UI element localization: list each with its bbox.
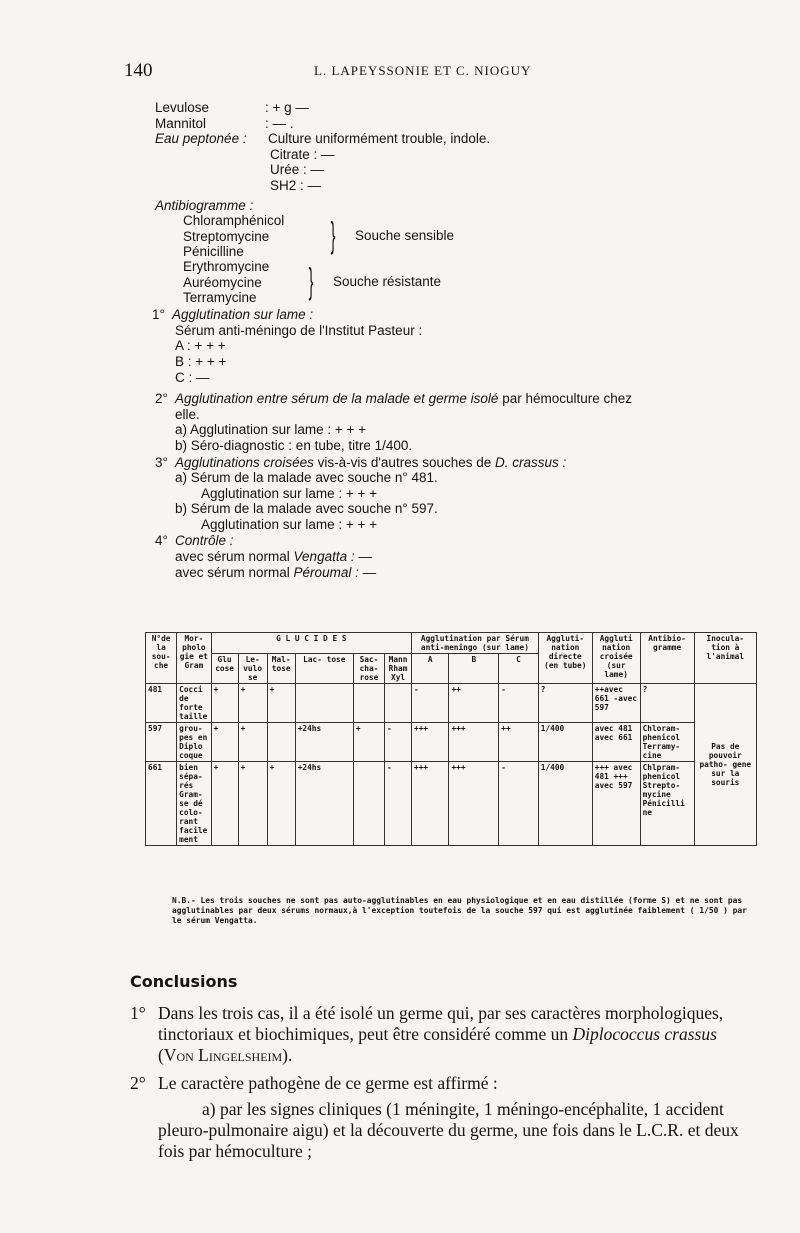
header-sugar: Sac- cha- rose <box>353 654 384 684</box>
cell-agg: +++ <box>449 762 499 846</box>
cell-agg: - <box>499 684 538 723</box>
drug-name: Terramycine <box>183 290 257 306</box>
control-text: avec sérum normal <box>175 564 294 580</box>
sensible-label: Souche sensible <box>355 228 455 244</box>
cell-agg: +++ <box>412 723 449 762</box>
header-agglut-directe: Aggluti- nation directe (en tube) <box>538 633 592 684</box>
drug-name: Streptomycine <box>183 228 270 244</box>
cell-souche: 481 <box>146 684 177 723</box>
cell-agg: +++ <box>449 723 499 762</box>
drug-name: Pénicilline <box>183 244 244 260</box>
table-row <box>146 762 757 846</box>
header-agglut-croisee: Aggluti nation croisée (sur lame) <box>592 633 640 684</box>
sugar-row <box>155 116 755 132</box>
species-name: D. crassus : <box>495 454 567 470</box>
section-3-title <box>155 455 755 471</box>
header-serum: A <box>412 654 449 684</box>
resistante-group <box>155 259 755 305</box>
section-title-rest: vis-à-vis d'autres souches de <box>313 454 495 470</box>
table-row <box>146 684 757 723</box>
header-sugar: Le- vulo se <box>238 654 267 684</box>
cell-sugar: + <box>211 762 238 846</box>
section-title: Agglutination entre sérum de la malade et germe isolé <box>175 391 499 407</box>
brace-symbol: } <box>330 214 336 256</box>
header-serum: B <box>449 654 499 684</box>
peptone-item <box>155 147 755 163</box>
cell-sugar: + <box>353 723 384 762</box>
conclusion-text: Dans les trois cas, il a été isolé un germe qui, par ses caractères morphologiques, tinctoriaux et biochimiques, peut être considéré comme un <box>158 1003 724 1044</box>
page-header <box>124 60 740 82</box>
page-number: 140 <box>124 60 153 81</box>
section-4-title <box>155 533 755 549</box>
serum-name: Péroumal : <box>293 564 359 580</box>
control-text: avec sérum normal <box>175 549 294 565</box>
drug-name: Chloramphénicol <box>183 213 285 229</box>
header-souche: N°de la sou- che <box>146 633 177 684</box>
section-1-line: Sérum anti-méningo de l'Institut Pasteur : <box>175 322 423 338</box>
section-title-rest: par hémoculture chez <box>498 391 633 407</box>
section-2-line: elle. <box>175 406 200 422</box>
section-number: 4° <box>155 533 168 549</box>
cell-morpho: Cocci de forte taille <box>177 684 211 723</box>
cell-agg: ++ <box>499 723 538 762</box>
cell-sugar: + <box>267 762 295 846</box>
section-3-item: a) Sérum de la malade avec souche n° 481. <box>175 470 438 486</box>
cell-croisee: avec 481 avec 661 <box>592 723 640 762</box>
cell-morpho: bien sépa- rés Gram- se dé colo- rant facile ment <box>177 762 211 846</box>
antibiogramme-title: Antibiogramme : <box>155 197 254 213</box>
header-agglutination: Agglutination par Sérum anti-meningo (sur lame) <box>412 633 539 654</box>
header-antibiogramme: Antibio- gramme <box>640 633 694 684</box>
cell-directe: 1/400 <box>538 762 592 846</box>
cell-croisee: ++avec 661 -avec 597 <box>592 684 640 723</box>
cell-sugar <box>385 684 412 723</box>
agglut-item: C : — <box>175 369 210 385</box>
conclusion-number: 1° <box>130 1003 146 1023</box>
cell-sugar: + <box>238 723 267 762</box>
cell-sugar <box>295 684 353 723</box>
section-3-item: b) Sérum de la malade avec souche n° 597. <box>175 501 438 517</box>
cell-agg: ++ <box>449 684 499 723</box>
control-result: — <box>354 549 372 565</box>
peptone-item-text: Citrate : — <box>270 146 335 162</box>
peptone-item <box>155 162 755 178</box>
section-number: 2° <box>155 391 168 407</box>
header-serum: C <box>499 654 538 684</box>
control-result: — <box>358 564 377 580</box>
header-morphologie: Mor- pholo gie et Gram <box>177 633 211 684</box>
cell-sugar: + <box>238 762 267 846</box>
cell-sugar: - <box>385 762 412 846</box>
cell-agg: - <box>499 762 538 846</box>
cell-sugar: + <box>211 723 238 762</box>
peptone-item-text: SH2 : — <box>270 177 322 193</box>
conclusion-2a: a) par les signes cliniques (1 méningite, 1 méningo-encéphalite, 1 accident pleuro-pulmonaire aigu) et la découverte du germe, une fois dans le L.C.R. et deux fois par hémoculture ; <box>158 1099 739 1161</box>
peptone-item-text: Urée : — <box>270 162 325 178</box>
table-row <box>146 723 757 762</box>
header-sugar: Mann Rham Xyl <box>385 654 412 684</box>
cell-agg: - <box>412 684 449 723</box>
cell-sugar <box>267 723 295 762</box>
peptone-item <box>155 178 755 194</box>
cell-croisee: +++ avec 481 +++ avec 597 <box>592 762 640 846</box>
section-title: Contrôle : <box>175 533 234 549</box>
cell-morpho: grou- pes en Diplo coque <box>177 723 211 762</box>
cell-inoculation: Pas de pouvoir patho- gene sur la souris <box>694 684 756 846</box>
running-title: L. LAPEYSSONIE ET C. NIOGUY <box>314 63 532 78</box>
section-2-title <box>155 391 755 407</box>
sugar-result: : + g — <box>265 100 309 115</box>
section-3-item: Agglutination sur lame : + + + <box>201 516 377 532</box>
cell-directe: ? <box>538 684 592 723</box>
section-number: 1° <box>152 307 165 323</box>
brace-symbol: } <box>308 260 314 302</box>
cell-sugar: +24hs <box>295 723 353 762</box>
control-item <box>155 549 755 565</box>
section-2-item: a) Agglutination sur lame : + + + <box>175 422 366 438</box>
header-sugar: Mal- tose <box>267 654 295 684</box>
eau-peptonee-row <box>155 131 755 147</box>
drug-name: Erythromycine <box>183 259 270 275</box>
header-glucides: G L U C I D E S <box>211 633 411 654</box>
eau-peptonee-label: Eau peptonée : <box>155 131 247 147</box>
cell-sugar: +24hs <box>295 762 353 846</box>
section-1-title <box>152 307 755 323</box>
conclusion-2 <box>130 1073 755 1162</box>
cell-directe: 1/400 <box>538 723 592 762</box>
section-2-item: b) Séro-diagnostic : en tube, titre 1/400. <box>175 437 413 453</box>
control-item <box>155 565 755 581</box>
sensible-group <box>155 213 755 259</box>
agglut-item: A : + + + <box>175 338 226 354</box>
cell-sugar <box>353 684 384 723</box>
cell-antibio: ? <box>640 684 694 723</box>
header-sugar: Lac- tose <box>295 654 353 684</box>
conclusion-text: Le caractère pathogène de ce germe est affirmé : <box>158 1073 498 1093</box>
cell-souche: 661 <box>146 762 177 846</box>
cell-souche: 597 <box>146 723 177 762</box>
cell-sugar: - <box>385 723 412 762</box>
sugar-name: Mannitol <box>155 115 207 131</box>
eau-peptonee-text: Culture uniformément trouble, indole. <box>268 131 491 147</box>
section-3-item: Agglutination sur lame : + + + <box>201 485 377 501</box>
section-title: Agglutinations croisées <box>175 454 314 470</box>
header-inoculation: Inocula- tion à l'animal <box>694 633 756 684</box>
cell-sugar <box>353 762 384 846</box>
table-header-row <box>146 633 757 654</box>
author-name: (Von Lingelsheim). <box>158 1045 293 1065</box>
species-name: Diplococcus crassus <box>572 1024 717 1044</box>
results-table <box>145 632 757 846</box>
conclusion-1 <box>130 1003 755 1066</box>
drug-name: Auréomycine <box>183 274 262 290</box>
section-title: Agglutination sur lame : <box>172 307 314 323</box>
conclusions-heading: Conclusions <box>130 972 238 991</box>
serum-name: Vengatta : <box>293 549 355 565</box>
cell-agg: +++ <box>412 762 449 846</box>
cell-antibio: Chloram- phenicol Terramy- cine <box>640 723 694 762</box>
header-sugar: Glu cose <box>211 654 238 684</box>
cell-sugar: + <box>238 684 267 723</box>
lab-results-text <box>152 100 755 580</box>
cell-sugar: + <box>211 684 238 723</box>
section-number: 3° <box>155 454 168 470</box>
cell-sugar: + <box>267 684 295 723</box>
sugar-name: Levulose <box>155 100 210 115</box>
table-footnote: N.B.- Les trois souches ne sont pas auto-agglutinables en eau physiologique et en eau distillée (forme S) et ne sont pas agglutinables par deux sérums normaux,à l'exception toutefois de la souche 597 qui est agglutinée faiblement ( 1/50 ) par le sérum Vengatta. <box>172 896 747 925</box>
conclusion-number: 2° <box>130 1073 146 1093</box>
cell-antibio: Chlpram- phenicol Strepto- mycine Pénicilli ne <box>640 762 694 846</box>
sugar-row <box>155 100 755 116</box>
agglut-item: B : + + + <box>175 353 227 369</box>
sugar-result: : — . <box>265 115 294 131</box>
resistante-label: Souche résistante <box>333 274 442 290</box>
